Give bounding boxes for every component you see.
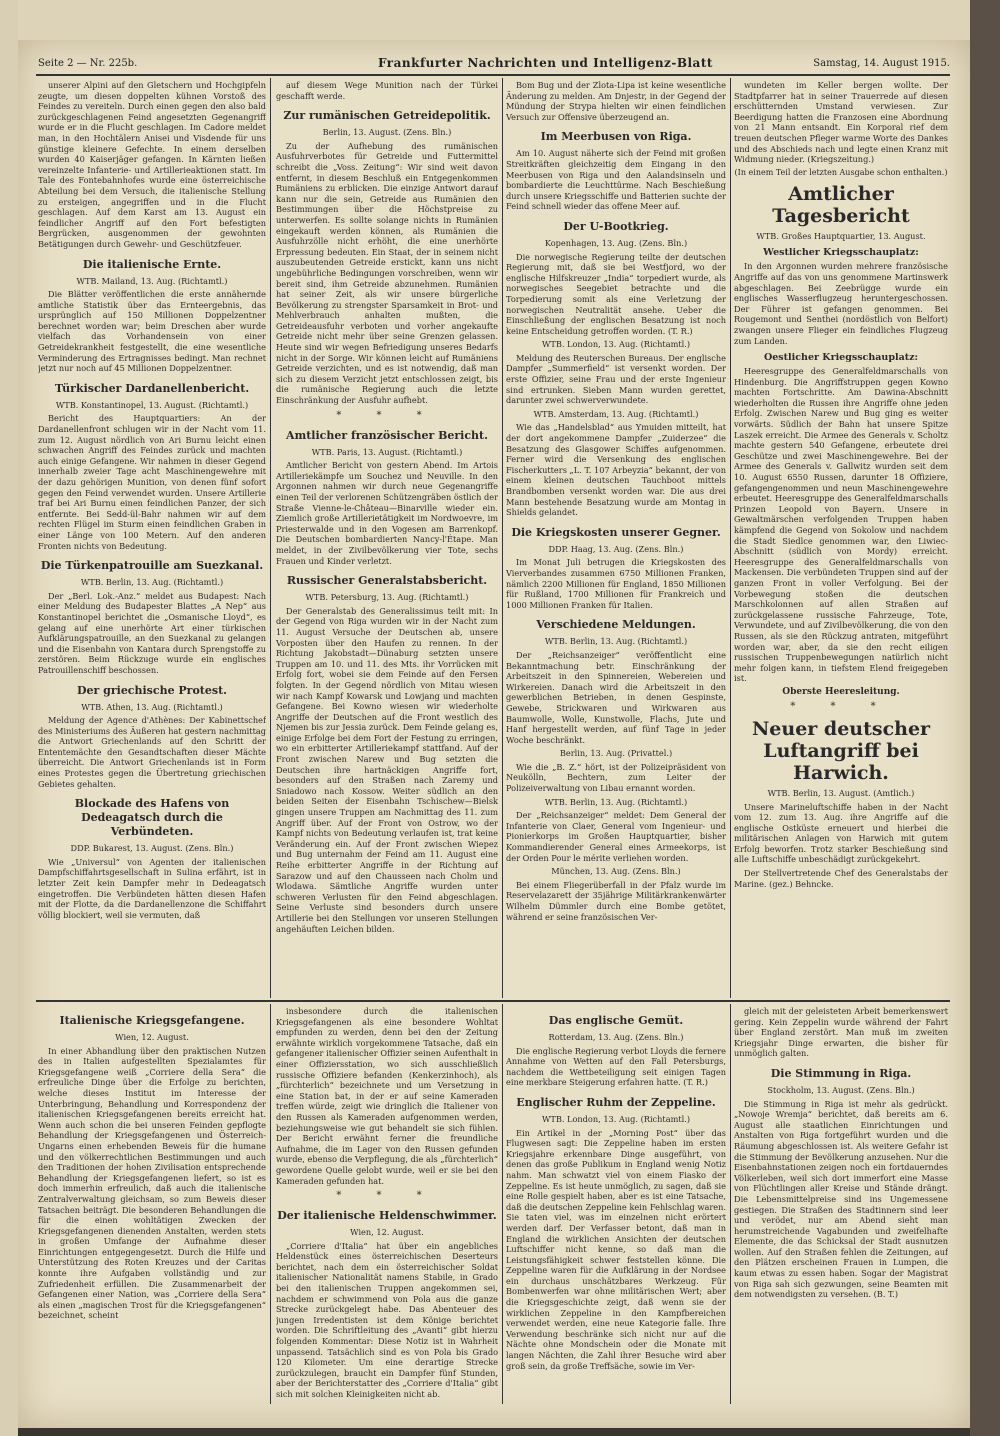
headline-romanian-grain: Zur rumänischen Getreidepolitik.	[283, 109, 491, 123]
page-number: Seite 2 — Nr. 225b.	[38, 58, 138, 69]
scan-top-margin	[0, 0, 1000, 40]
article-body: Amtlicher Bericht von gestern Abend. Im Artois Artilleriekämpfe um Souchez und Neuville. In den Argonnen nahmen wir durch neue Gegenangriffe einen Teil der verlorenen Schützengräben östlich der Straße Vienne-le-Château—Binarville wieder ein. Ziemlich große Artillerietätigkeit im Nordwoevre, im Priesterwalde und in den Vogesen am Barrenkopf. Die Deutschen bombardierten Nancy-l'Étape. Man meldet, in der Zivilbevölkerung vier Tote, sechs Frauen und Kinder verletzt.	[276, 460, 498, 566]
column-3	[506, 80, 726, 996]
article-body: Bericht des Hauptquartiers: An der Dardanellenfront schlugen wir in der Nacht vom 11. zum 12. August nördlich von Ari Burnu leicht einen schwachen Angriff des Feindes zurück und machten auch einige Gefangene. Wir nahmen in dieser Gegend innerhalb zweier Tage acht Maschinengewehre mit der dazu gehörigen Munition, von denen fünf sofort gegen den Feind verwendet wurden. Unsere Artillerie traf bei Ari Burnu einen feindlichen Panzer, der sich entfernte. Bei Sedd-ül-Bahr nahmen wir auf dem rechten Flügel im Sturm einen feindlichen Graben in einer Länge von 100 Metern. Auf den anderen Fronten nichts von Bedeutung.	[38, 413, 266, 551]
section-stars: * * *	[336, 1190, 438, 1202]
dateline: WTB. London, 13. Aug. (Richtamtl.)	[541, 339, 691, 350]
issue-date: Samstag, 14. August 1915.	[813, 58, 950, 69]
article-continuation: Bom Bug und der Zlota-Lipa ist keine wesentliche Änderung zu melden. Am Dnjestr, in der Gegend der Mündung der Strypa hielten wir einen feindlichen Versuch zur Offensive überzeugend an.	[506, 80, 726, 122]
headline-french-report: Amtlicher französischer Bericht.	[286, 428, 488, 442]
headline-official-daily-report: Amtlicher Tagesbericht	[772, 182, 910, 227]
column-rule	[730, 78, 731, 998]
column-2	[276, 80, 498, 996]
subhead-eastern-front: Oestlicher Kriegsschauplatz:	[763, 352, 919, 364]
dateline: WTB. Berlin, 13. Aug. (Richtamtl.)	[80, 577, 224, 588]
signature-high-command: Oberste Heeresleitung.	[782, 686, 900, 697]
section-divider	[36, 1000, 950, 1002]
headline-zeppelin-fame: Englischer Ruhm der Zeppeline.	[516, 1095, 716, 1109]
dateline: WTB. Athen, 13. Aug. (Richtamtl.)	[81, 701, 223, 712]
headline-russian-report: Russischer Generalstabsbericht.	[286, 574, 488, 588]
dateline: WTB. Konstantinopel, 13. August. (Richtamtl.)	[55, 399, 249, 410]
article-body: Der „Berl. Lok.-Anz.“ meldet aus Budapest: Nach einer Meldung des Budapester Blattes „A Nep“ aus Konstantinopel berichtet die „Osmanische Lloyd“, es gelang auf eine unerhörte Art einer türkischen Aufklärungspatrouille, an den Suezkanal zu gelangen und die Eisenbahn von Kantara durch Sprengstoffe zu zerstören. Beim Rückzuge wurde ein englisches Patrouillenschiff beschossen.	[38, 590, 266, 675]
column-rule	[270, 78, 271, 998]
headline-u-boat-war: Der U-Bootkrieg.	[563, 219, 669, 233]
dateline: WTB. Paris, 13. August. (Richtamtl.)	[311, 446, 463, 457]
headline-dedeagatsch: Blockade des Hafens von Dedeagatsch durch die Verbündeten.	[74, 797, 230, 839]
bottom-column-2	[276, 1006, 498, 1406]
dateline: WTB. London, 13. Aug. (Richtamtl.)	[541, 1113, 691, 1124]
headline-italian-harvest: Die italienische Ernte.	[82, 257, 222, 271]
newspaper-title: Frankfurter Nachrichten und Intelligenz-Blatt	[378, 56, 713, 70]
article-body: In einer Abhandlung über den praktischen Nutzen des in Italien aufgestellten Spezialamtes für Kriegsgefangene weiß „Corriere della Sera“ die erfreuliche Dinge über die Erfolge zu berichten, welche dieses Institut im Interesse der Unterbringung, Behandlung und Korrespondenz der italienischen Kriegsgefangenen bereits erreicht hat. Wenn auch schon die bei unseren Feinden gepflogte Behandlung der Kriegsgefangenen und Österreich-Ungarns einen erhebenden Beweis für die humane und den völkerrechtlichen Bestimmungen und auch den Traditionen der hohen Zivilisation entsprechende Behandlung der Kriegsgefangenen liefert, so ist es doch immerhin erfreulich, daß auch die italienische Zentralverwaltung gleichsam, so zum Beweis dieser Tatsachen beiträgt. Die besonderen Behandlungen die für die einen wohltätigen Zwecken der Kriegsgefangenen dienenden Anstalten, werden stets in großen Umfange der Aufnahme dieser Einrichtungen entgegengesetzt. Durch die Hilfe und Unterstützung des Roten Kreuzes und der Caritas konnte ihre Aufgaben vollständig und zur Zufriedenheit erfüllen. Die Zusammenarbeit der Gefangenen einer Nation, was „Corriere della Sera“ als einen „magischen Trost für die Kriegsgefangenen“ bezeichnet, scheint	[38, 1045, 266, 1321]
dateline: WTB. Petersburg, 13. Aug. (Richtamtl.)	[305, 592, 469, 603]
dateline: WTB. Berlin, 13. August. (Amtlich.)	[767, 787, 915, 798]
headline-harwich-air-raid: Neuer deutscher Luftangriff bei Harwich.	[751, 717, 931, 784]
masthead	[38, 58, 950, 72]
article-body: Meldung des Reuterschen Bureaus. Der englische Dampfer „Summerfield“ ist versenkt worden. Der erste Offizier, seine Frau und der erste Ingenieur sind ertrunken. Sieben Mann wurden gerettet, darunter zwei schwerverwundete.	[506, 352, 726, 406]
dateline: DDP. Haag, 13. Aug. (Zens. Bln.)	[548, 543, 684, 554]
article-body: Die norwegische Regierung teilte der deutschen Regierung mit, daß sie bei Westfjord, wo der englische Hilfskreuzer „India“ torpediert wurde, als norwegisches Seegebiet betrachte und die Torpedierung somit als eine Verletzung der norwegischen Neutralität ansehe. Ueber die Einschließung der englischen Besatzung ist noch keine Entscheidung getroffen worden. (T. R.)	[506, 251, 726, 336]
dateline: München, 13. Aug. (Zens. Bln.)	[551, 866, 681, 877]
article-body: Wie die „B. Z.“ hört, ist der Polizeipräsident von Neukölln, Bechtern, zum Leiter der Polizeiverwaltung von Libau ernannt worden.	[506, 761, 726, 794]
subhead-western-front: Westlicher Kriegsschauplatz:	[763, 247, 919, 259]
dateline: Stockholm, 13. August. (Zens. Bln.)	[767, 1084, 915, 1095]
article-body: Der „Reichsanzeiger“ meldet: Dem General der Infanterie von Claer, General vom Ingenieur- und Pionierkorps im Großen Hauptquartier, bisher Kommandierender General eines Armeekorps, ist der Orden Pour le mérite verliehen worden.	[506, 810, 726, 863]
article-continuation: gleich mit der geleisteten Arbeit bemerkenswert gering. Kein Zeppelin wurde während der Fahrt über England zerstört. Man muß im zweiten Kriegsjahr Dinge erwarten, die bisher für unmöglich galten.	[734, 1006, 948, 1059]
headline-various-reports: Verschiedene Meldungen.	[536, 618, 696, 632]
section-stars: * * *	[336, 409, 438, 421]
article-body: Heeresgruppe des Generalfeldmarschalls von Hindenburg. Die Angriffstruppen gegen Kowno machten Fortschritte. Am Dawina-Abschnitt wiederholten die Russen ihre Angriffe ohne jeden Erfolg. Zwischen Narew und Bug ging es weiter vorwärts. Südlich der Bahn hat unsere Spitze Laszek erreicht. Die Armee des Generals v. Scholtz machte gestern 540 Gefangene, erbeutete drei Geschütze und zwei Maschinengewehre. Bei der Armee des Generals v. Gallwitz wurden seit dem 10. August 6550 Russen, darunter 18 Offiziere, gefangengenommen und neun Maschinengewehre erbeutet. Heeresgruppe des Generalfeldmarschalls Prinzen Leopold von Bayern. Unsere in Gewaltmärschen verfolgenden Truppen haben kämpfend die Gegend von Sokolow und nachdem die Stadt Siedlce genommen war, den Liwiec-Abschnitt (südlich von Mordy) erreicht. Heeresgruppe des Generalfeldmarschalls von Mackensen. Die verbündeten Truppen sind auf der ganzen Front in voller Verfolgung. Bei der Vorbewegung stoßen die deutschen Marschkolonnen auf allen Straßen auf zurückgelassene russische Fahrzeuge, Tote, Verwundete, und auf Zivilbevölkerung, die von den Russen, als sie den Rückzug antraten, mitgeführt worden war, aber, da sie den recht eiligen russischen Truppenbewegungen natürlich nicht mehr folgen kann, in tiefstem Elend freigegeben ist.	[734, 366, 948, 684]
article-body: Meldung der Agence d'Athènes: Der Kabinettschef des Ministeriums des Äußeren hat gestern nachmittag die Antwort Griechenlands auf den Schritt der Ententemächte den Gesandtschaften dieser Mächte überreicht. Die Antwort Griechenlands ist in Form eines Protestes gegen die Übertretung griechischen Gebietes gehalten.	[38, 715, 266, 789]
dateline: Wien, 12. August.	[115, 1032, 189, 1042]
column-rule	[270, 1004, 271, 1404]
dateline: Berlin, 13. Aug. (Privattel.)	[559, 748, 673, 759]
column-rule	[502, 78, 503, 998]
article-body: „Corriere d'Italia“ hat über ein angebliches Heldenstück eines österreichischen Deserteurs berichtet, nach dem ein österreichischer Soldat italienischer Nationalität namens Stabile, in Grado bei den italienischen Truppen angekommen sei, nachdem er schwimmend von Pola aus die ganze Strecke zurückgelegt habe. Das Abenteuer des jungen Irredentisten ist dem Könige berichtet worden. Die Schriftleitung des „Avanti“ gibt hierzu folgenden Kommentar: Diese Notiz ist in Wahrheit unpassend. Tatsächlich sind es von Pola bis Grado 120 Kilometer. Um eine derartige Strecke zurückzulegen, braucht ein Dampfer fünf Stunden, aber der Berichterstatter des „Corriere d'Italia“ gibt sich mit solchen Kleinigkeiten nicht ab.	[276, 1240, 498, 1399]
bottom-column-3	[506, 1006, 726, 1406]
section-stars: * * *	[790, 700, 892, 712]
dateline: WTB. Berlin, 13. Aug. (Richtamtl.)	[544, 796, 688, 807]
column-rule	[730, 1004, 731, 1404]
article-body: Ein Artikel in der „Morning Post“ über das Flugwesen sagt: Die Zeppeline haben im ersten Kriegsjahre erkennbare Dinge ausgeführt, von denen das große Publikum in England wenig Notiz nahm. Man schwatzt viel von einem Fiasko der Zeppeline. Es ist heute unmöglich, zu sagen, daß sie eine Rolle gespielt haben, aber es ist eine Tatsache, daß die deutschen Zeppeline kein Fehlschlag waren. Sie taten viel, was im einzelnen nicht erörtert werden darf. Der Verfasser betont, daß man in England die wirklichen Ansichten der deutschen Luftschiffer nicht kenne, so daß man die Leistungsfähigkeit schwer feststellen könne. Die Zeppeline waren für die Aufklärung in der Nordsee ein durchaus unschätzbares Werkzeug. Für Bombenwerfen war ohne militärischen Wert; aber die Kriegsgeschichte zeigt, daß wenn sie der wirklichen Zeppeline in den Kampfbereichen verwendet werden, eine neue Kategorie falle. Ihre Verwendung beschränke sich nicht nur auf die Nächte ohne Mondschein oder die Monate mit langen Nächten, die Zahl ihrer Besuche wird aber groß sein, da große Treffsäche, sowie im Ver-	[506, 1127, 726, 1371]
column-rule	[502, 1004, 503, 1404]
article-body: Zu der Aufhebung des rumänischen Ausfuhrverbotes für Getreide und Futtermittel schreibt die „Voss. Zeitung“: Wir sind weit davon entfernt, in diesem Beschluß ein Entgegenkommen Rumäniens zu erblicken. Die einzige Antwort darauf kann nur die sein, Getreide aus Rumänien den Bestimmungen über die Höchstpreise zu unterwerfen. Es sollte solange nichts in Rumänien eingekauft werden können, als Rumänien die Ausfuhrzölle nicht erhöht, die eine unerhörte Erpressung bedeuten. Ein Staat, der in seinem nicht auszubeutenden Getreide erstickt, kann uns nicht ungebührliche Bedingungen vorschreiben, wenn wir bereit sind, ihm Getreide abzunehmen. Rumänien hat seiner Zeit, als wir unsere bürgerliche Bevölkerung zu strengster Sparsamkeit in Brot- und Mehlverbrauch anhalten mußten, die Getreideausfuhr verboten und vorher angekaufte Getreide nicht mehr über seine Grenzen gelassen. Heute sind wir wegen Befriedigung unseres Bedarfs nicht in der Sorge. Wir können leicht auf Rumäniens Getreide verzichten, und es ist notwendig, daß man sich zu diesem Verzicht jetzt entschlossen zeigt, bis die rumänische Regierung auch die letzte Einschränkung der Ausfuhr aufhebt.	[276, 140, 498, 406]
dateline: DDP. Bukarest, 13. August. (Zens. Bln.)	[70, 843, 234, 854]
headline-dardanelles: Türkischer Dardanellenbericht.	[54, 381, 250, 395]
article-continuation: insbesondere durch die italienischen Kriegsgefangenen als eine besondere Wohltat empfunden zu werden, denn bei den der Zeitung erwähnte wirklich vorgekommene Tatsache, daß ein gefangener italienischer Offizier seinen Aufenthalt in einer Offiziersstation, wo sich ausschließlich russische Offiziere befanden (Kenkerzinhoch), als „fürchterlich“ bezeichnete und um Versetzung in eine Station bat, in der er auf seine Kameraden treffen würde, zeigt wie dringlich die Italiener von den Russen als Kameraden aufgenommen werden, beziehungsweise wie gut behandelt sie sich fühlen. Der Bericht erwähnt ferner die freundliche Aufnahme, die im Lager von den Russen gefunden wurde, ebenso die Verpflegung, die als „fürchterlich“ gewordene Quelle gelobt wurde, weil er sie bei den Kameraden gefunden hat.	[276, 1006, 498, 1186]
article-body: Wie das „Handelsblad“ aus Ymuiden mitteilt, hat der dort angekommene Dampfer „Zuiderzee“ die Besatzung des Glasgower Schiffes aufgenommen. Ferner wird die Versenkung des englischen Fischerkutters „L. T. 107 Arbeyzia“ bekannt, der von einem kleinen deutschen Tauchboot mittels Brandbomben versenkt worden war. Die aus drei Mann bestehende Besatzung wurde am Montag in Shields gelandet.	[506, 422, 726, 518]
dateline: WTB. Berlin, 13. Aug. (Richtamtl.)	[544, 636, 688, 647]
article-continuation: auf diesem Wege Munition nach der Türkei geschafft werde.	[276, 80, 498, 101]
article-body: Der Generalstab des Generalissimus teilt mit: In der Gegend von Riga wurden wir in der Nacht zum 11. August Versuche der Deutschen ab, unsere Vorposten über den Haufen zu rennen. In der Richtung Jakobstadt—Dünaburg setzten unsere Truppen am 10. und 11. des Mts. ihr Vorrücken mit Erfolg fort, wobei sie dem Feinde auf den Fersen folgten. In der Gegend nördlich von Mitau wiesen wir nach Kampf Kowarsk und Lowjang und machten Gefangene. Bei Kowno wiesen wir wiederholte Angriffe der Deutschen auf die Front westlich des Njemen bis zur Jessia zurück. Dem Feinde gelang es, einige Erfolge bei dem Fort der Festung zu erringen, wo ein erbitterter Artilleriekampf stattfand. Auf der Front zwischen Narew und Bug setzten die Deutschen ihre hartnäckigen Angriffe fort, besonders auf den Straßen nach Zaremy und Sniadowo nach Kossow. Weiter südlich an den beiden Seiten der Eisenbahn Tschischew—Bielsk gingen unsere Truppen am Nachmittag des 11. zum Angriff über. Auf der Front von Ostrow, wo der Kampf nichts von Bedeutung verlaufen ist, trat keine Veränderung ein. Auf der Front zwischen Wiepez und Bug unternahm der Feind am 11. August eine Reihe erbitterter Angriffe in der Richtung auf Sarazow und auf den Chausseen nach Cholm und Wlodawa. Sämtliche Angriffe wurden unter schweren Verlusten für den Feind abgeschlagen. Seine Verluste sind besonders durch unsere Artillerie bei den Stellungen vor unseren Stellungen angehäuften Leichen bilden.	[276, 605, 498, 934]
dateline: Kopenhagen, 13. Aug. (Zens. Bln.)	[544, 237, 688, 248]
article-body: In den Argonnen wurden mehrere französische Angriffe auf das von uns genommene Martinswerk abgeschlagen. Bei Zeebrügge wurde ein englisches Wasserflugzeug heruntergeschossen. Der Führer ist gefangen genommen. Bei Rougemont und Senthei (nordöstlich von Belfort) zwangen unsere Flieger ein feindliches Flugzeug zum Landen.	[734, 261, 948, 346]
article-continuation: unserer Alpini auf den Gletschern und Hochgipfeln zeugte, um diesen doppelten kühnen Vorstoß des Feindes zu vereiteln. Durch einen gegen den also bald zurückgeschlagenen Feind angesetzten Gegenangriff wurde er in die Flucht geschlagen. Im Cadore meldet man, in den Hochtälern Anisei und Visdende für uns günstige kleinere Gefechte. In einem derselben wurden 40 Kaiserjäger gefangen. In Kärnten ließen vereinzelte Infanterie- und Artillerieaktionen statt. Im Tale des Fontebahnhofes wurde eine österreichische Abteilung bei dem Versuch, die italienische Stellung zu ersteigen, angegriffen und in die Flucht geschlagen. Auf dem Karst am 13. August ein feindlicher Angriff auf den Fort befestigten Bergrücken, ausgenommen der gewohnten Betätigungen durch Gewehr- und Geschützfeuer.	[38, 80, 266, 249]
headline-english-temper: Das englische Gemüt.	[548, 1014, 684, 1027]
dateline: WTB. Mailand, 13. Aug. (Richtamtl.)	[76, 275, 228, 286]
dateline: Wien, 12. August.	[350, 1227, 424, 1238]
headline-suez-patrol: Die Türkenpatrouille am Suezkanal.	[40, 559, 264, 573]
article-body: Die Stimmung in Riga ist mehr als gedrückt. „Nowoje Wremja“ berichtet, daß bereits am 6. August alle staatlichen Einrichtungen und Anstalten von Riga fortgeführt wurden und die Räumung abgeschlossen ist. Als weitere Gefahr ist die Stimmung der Bevölkerung anzusehen. Nur die Eisenbahnstationen zeigen noch ein fortdauerndes Völkerleben, weil sich dort immerfort eine Masse von Flüchtlingen aller Kreise und Stände drängt. Die Lebensmittelpreise sind ins Ungemessene gestiegen. Die Straßen des Stadtinnern sind leer und verödet, nur am Abend sieht man herumstreichende Vagabunden und zweifelhafte Elemente, die das Schicksal der Stadt ausnutzen wollen. Auf den Straßen fehlen die Zeitungen, auf den Plätzen erscheinen Frauen in Lumpen, die kaum etwas zu essen haben. Sogar der Magistrat von Riga sah sich gezwungen, seine Beamten mit dem notwendigsten zu versehen. (B. T.)	[734, 1098, 948, 1300]
headline-italian-pows: Italienische Kriegsgefangene.	[59, 1014, 245, 1027]
article-body: Der „Reichsanzeiger“ veröffentlicht eine Bekanntmachung betr. Einschränkung der Arbeitszeit in den Spinnereien, Webereien und Wirkereien. Danach wird die Arbeitszeit in den gewerblichen Betrieben, in denen Gespinste, Gewebe, Strickwaren und Wirkwaren aus Baumwolle, Wolle, Kunstwolle, Flachs, Jute und Hanf hergestellt werden, auf fünf Tage in jeder Woche beschränkt.	[506, 649, 726, 745]
article-body: Im Monat Juli betrugen die Kriegskosten des Vierverbandes zusammen 6750 Millionen Franken, nämlich 2200 Millionen für England, 1850 Millionen für Rußland, 1700 Millionen für Frankreich und 1000 Millionen Franken für Italien.	[506, 557, 726, 610]
scan-left-margin	[0, 0, 18, 1436]
dateline: Berlin, 13. August. (Zens. Bln.)	[322, 127, 452, 138]
dateline: WTB. Amsterdam, 13. Aug. (Richtamtl.)	[533, 408, 699, 419]
dateline: Rotterdam, 13. Aug. (Zens. Bln.)	[548, 1032, 684, 1042]
article-body: Die englische Regierung verbot Lloyds die fernere Annahme von Wetten auf den Fall Petersburgs, nachdem die Wettbeteiligung seit einigen Tagen eine merkbare Steigerung erfahren hatte. (T. R.)	[506, 1045, 726, 1088]
headline-greek-protest: Der griechische Protest.	[76, 683, 227, 697]
article-body: Die Blätter veröffentlichen die erste annähernde amtliche Statistik über das Ernteergebnis, das ursprünglich auf 150 Millionen Doppelzentner berechnet worden war; beim Dreschen aber wurde vielfach das Vorhandensein von einer Getreidekrankheit festgestellt, die eine wesentliche Verminderung des Ertragnisses bedingt. Man rechnet jetzt nur noch auf 45 Millionen Doppelzentner.	[38, 289, 266, 374]
article-body: Bei einem Fliegerüberfall in der Pfalz wurde im Reservelazarett der 35jährige Militärkrankenwärter Wilhelm Dümmler durch eine Bombe getötet, während er seine französischen Ver-	[506, 879, 726, 922]
bottom-column-1	[38, 1006, 266, 1406]
article-continuation: wundeten im Keller bergen wollte. Der Stadtpfarrer hat in seiner Trauerrede auf diesen erschütternden Umstand verwiesen. Zur Beerdigung hatten die Franzosen eine Abordnung von 21 Mann entsandt. Ein Korporal rief dem treuen deutschen Pfleger warme Worte des Dankes und des Abschieds nach und legte einen Kranz mit Widmung nieder. (Kriegszeitung.)	[734, 80, 948, 165]
dateline: WTB. Großes Hauptquartier, 13. August.	[756, 230, 926, 241]
article-body: Am 10. August näherte sich der Feind mit großen Streitkräften gleichzeitig dem Eingang in den Meerbusen von Riga und den Aalandsinseln und bombardierte die Leuchttürme. Nach Beschießung durch unsere Kriegsschiffe und Batterien suchte der Feind schnell wieder das offene Meer auf.	[506, 148, 726, 212]
bottom-column-4	[734, 1006, 948, 1406]
headline-war-costs: Die Kriegskosten unserer Gegner.	[511, 525, 721, 539]
article-body: Unsere Marineluftschiffe haben in der Nacht vom 12. zum 13. Aug. ihre Angriffe auf die englische Ostküste erneuert und hierbei die militärischen Anlagen von Harwich mit gutem Erfolg beworfen. Trotz starker Beschießung sind alle Luftschiffe unbeschädigt zurückgekehrt.	[734, 801, 948, 865]
headline-italian-swimmer: Der italienische Heldenschwimmer.	[277, 1209, 497, 1223]
column-4	[734, 80, 948, 996]
signature-naval-staff: Der Stellvertretende Chef des Generalstabs der Marine. (gez.) Behncke.	[734, 868, 948, 889]
scan-right-edge	[970, 0, 1000, 1436]
article-body: Wie „Universul“ von Agenten der italienischen Dampfschiffahrtsgesellschaft in Sulina erfährt, ist in letzter Zeit kein Dampfer mehr in Dedeagatsch eingetroffen. Die Verbündeten hätten diesen Hafen mit der Flotte, da die Dardanellenzone die Schiffahrt völlig blockiert, weil sie vermuten, daß	[38, 856, 266, 920]
column-1	[38, 80, 266, 996]
headline-gulf-of-riga: Im Meerbusen von Riga.	[540, 130, 692, 144]
edition-note: (In einem Teil der letzten Ausgabe schon enthalten.)	[734, 167, 948, 177]
headline-mood-in-riga: Die Stimmung in Riga.	[770, 1066, 912, 1080]
masthead-rule	[36, 74, 950, 76]
